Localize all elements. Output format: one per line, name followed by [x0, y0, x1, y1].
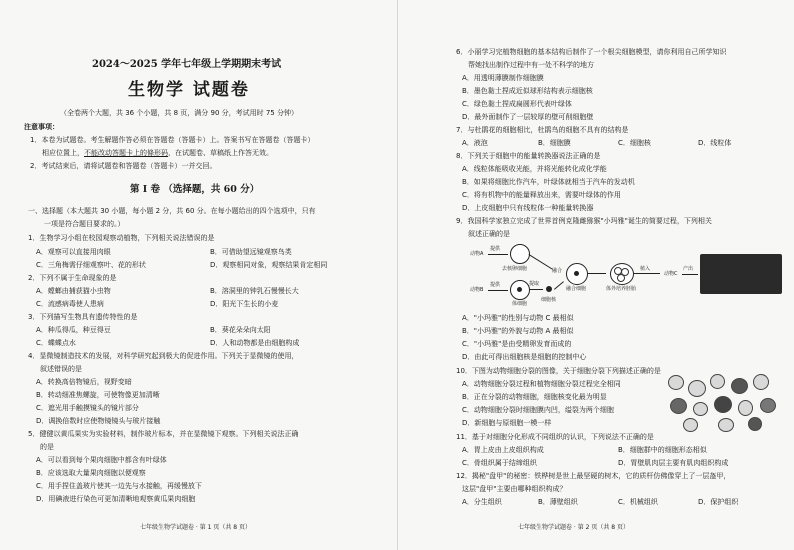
dividing-cell	[753, 374, 769, 390]
q2-option-c: C．流感病毒使人患病	[36, 300, 104, 308]
section-instruction: 一、选择题（本大题共 30 小题，每小题 2 分，共 60 分。在每小题给出的四个选项中，只有	[28, 207, 316, 215]
question-12-cont: 这层"盘甲"主要由哪种组织构成？	[462, 485, 567, 493]
notice-heading: 注意事项：	[24, 123, 59, 131]
q10-option-b: B．正在分裂的动物细胞，细胞核变化最为明显	[462, 393, 607, 401]
dividing-cell	[738, 400, 753, 416]
nucleus-dot	[546, 286, 552, 292]
q11-option-b: B．细胞群中的细胞形态相似	[618, 446, 707, 454]
q4-option-a: A．转换高倍物镜后，视野变暗	[36, 378, 132, 386]
part-title: 第 Ⅰ 卷 （选择题，共 60 分）	[130, 184, 260, 195]
question-4: 4．显微镜制造技术的发展，对科学研究起到极大的促进作用。下列关于显微镜的使用，	[28, 352, 299, 360]
q8-option-c: C．将有机物中的能量释放出来，需要叶绿体的作用	[462, 191, 621, 199]
q8-option-b: B．如果将细胞比作汽车，叶绿体就相当于汽车的发动机	[462, 178, 635, 186]
q2-option-b: B．溶洞里的钟乳石慢慢长大	[210, 287, 299, 295]
dividing-cell	[693, 402, 708, 416]
question-3: 3．下列描写生物具有遗传特性的是	[28, 313, 138, 321]
exam-title: 2024～2025 学年七年级上学期期末考试	[92, 59, 282, 70]
dividing-cell	[714, 396, 732, 413]
question-6-cont: 帮她找出制作过程中有一处不科学的地方	[468, 61, 594, 69]
q11-option-c: C．骨组织属于结缔组织	[462, 459, 537, 467]
q4-option-b: B．转动细准焦螺旋，可使物像更加清晰	[36, 391, 160, 399]
q9-option-b: B．"小玛雅"的外貌与动物 A 最相似	[462, 327, 574, 335]
section-instruction-cont: 一项是符合题目要求的。）	[44, 220, 125, 228]
label-embryo: 体外培养胚胎	[606, 286, 637, 292]
q3-option-c: C．蝶蝶点水	[36, 339, 76, 347]
q6-option-d: D．最外面制作了一层较厚的壁可削细胞壁	[462, 113, 594, 121]
q11-option-d: D．胃壁肌肉层主要有肌肉组织构成	[618, 459, 729, 467]
label-extract: 提取	[529, 281, 540, 287]
exam-page-2	[397, 0, 794, 550]
label-birth: 产出	[683, 266, 694, 272]
q8-option-a: A．线粒体能吸收光能，并将光能转化成化学能	[462, 165, 607, 173]
q6-option-c: C．绿色黏土捏成扁圆形代表叶绿体	[462, 100, 572, 108]
dividing-cell	[718, 418, 734, 432]
page-2-footer: 七年级生物学试题卷 · 第 2 页（共 8 页）	[518, 524, 629, 531]
q4-option-c: C．遮光用手触摸镜头的镜片部分	[36, 404, 139, 412]
dividing-cell	[670, 398, 687, 414]
q12-option-a: A．分生组织	[462, 498, 502, 506]
q1-option-c: C．三角梅需仔细观察叶、花的形状	[36, 261, 146, 269]
arrow-a-provide	[488, 254, 508, 255]
q12-option-c: C．机械组织	[618, 498, 658, 506]
question-9-cont: 叙述正确的是	[468, 230, 510, 238]
q12-option-d: D．保护组织	[698, 498, 739, 506]
arrow-birth	[682, 274, 698, 275]
dividing-cell	[683, 418, 698, 432]
page-1-footer: 七年级生物学试题卷 · 第 1 页（共 8 页）	[140, 524, 251, 531]
arrow-nucleus-to-fusion	[554, 281, 564, 289]
question-2: 2．下列不属于生命现象的是	[28, 274, 117, 282]
q3-option-d: D．人和动物都是由细胞构成	[210, 339, 300, 347]
q5-option-d: D．用碘液进行染色可更加清晰地观察黄瓜果肉细胞	[36, 495, 196, 503]
q2-option-a: A．螳螂由捕获猫小虫物	[36, 287, 111, 295]
label-donor-b: 动物B	[470, 287, 484, 293]
dividing-cell	[760, 398, 776, 413]
q9-option-c: C．"小玛雅"是由受精卵发育而成的	[462, 340, 572, 348]
dividing-cell	[688, 380, 706, 397]
question-12: 12．揭秘"盘甲"的秘密：铁桦树是世上最坚硬的树木，它的质杆仿佛像穿上了一层盔甲，	[456, 472, 731, 480]
question-5-cont: 的是	[40, 443, 54, 451]
label-donor-a: 动物A	[470, 251, 484, 257]
q8-option-d: D．上皮细胞中只有线粒体一种能量转换器	[462, 204, 594, 212]
q3-option-a: A．种瓜得瓜，种豆得豆	[36, 326, 111, 334]
label-provide-b: 提供	[490, 282, 501, 288]
arrow-implant	[634, 273, 660, 274]
q10-option-a: A．动物细胞分裂过程和植物细胞分裂过程完全相同	[462, 380, 621, 388]
notice-item-1: 1．本卷为试题卷。考生解题作答必须在答题卷（答题卡）上。答案书写在答题卷（答题卡）	[30, 136, 315, 144]
q6-option-a: A．用透明薄膜制作细胞膜	[462, 74, 544, 82]
q1-option-d: D．观察相同对象，观察结果肯定相同	[210, 261, 328, 269]
q2-option-d: D．阳光下生长的小麦	[210, 300, 279, 308]
somatic-cell	[510, 280, 530, 300]
dividing-cell	[731, 378, 748, 394]
q7-option-a: A．液泡	[462, 139, 488, 147]
arrow-egg-to-fusion	[528, 254, 552, 270]
label-somatic-cell: 体细胞	[512, 301, 528, 307]
q7-option-c: C．细胞核	[618, 139, 651, 147]
fused-cell	[566, 263, 588, 285]
q5-option-b: B．应该选取大量果肉细胞以便观察	[36, 469, 146, 477]
arrow-extract	[529, 289, 543, 290]
embryo-image	[610, 263, 634, 285]
subject-title: 生物学 试题卷	[128, 80, 250, 100]
label-provide-a: 提供	[490, 246, 501, 252]
dividing-cell	[710, 374, 725, 389]
q3-option-b: B．葵花朵朵向太阳	[210, 326, 271, 334]
q6-option-b: B．墨色黏土捏成近似球形结构表示细胞核	[462, 87, 593, 95]
question-9: 9．我国科学家独立完成了世界首例克隆雌猕猴"小玛雅"诞生的简要过程，下列相关	[456, 217, 712, 225]
question-4-cont: 叙述错误的是	[40, 365, 82, 373]
q11-option-a: A．胃上皮由上皮组织构成	[462, 446, 544, 454]
q7-option-b: B．细胞膜	[538, 139, 571, 147]
q9-option-a: A．"小玛雅"的性别与动物 C 最相似	[462, 314, 574, 322]
q10-option-d: D．新细胞与原细胞一模一样	[462, 419, 552, 427]
notice-item-1-cont: 相应位置上，不能改动答题卡上的條形码，在试题卷、草稿纸上作答无效。	[42, 149, 273, 157]
question-1: 1．生物学习小组在校园观察动植物，下列相关说法错误的是	[28, 234, 215, 242]
q1-option-b: B．可借助望远镜观察鸟类	[210, 248, 292, 256]
enucleated-egg-cell	[510, 244, 530, 264]
question-8: 8．下列关于细胞中的能量转换器说法正确的是	[456, 152, 601, 160]
label-implant: 植入	[640, 266, 651, 272]
label-fusion: 融合	[552, 268, 563, 274]
question-10: 10．下图为动物细胞分裂的图像，关于细胞分裂下列描述正确的是	[456, 367, 661, 375]
question-6: 6．小丽学习完植物细胞的基本结构后制作了一个根尖细胞模型，请你利用自己所学知识	[456, 48, 727, 56]
exam-info: （全卷两个大题，共 36 个小题，共 8 页，满分 90 分，考试用时 75 分钟）	[60, 109, 298, 117]
arrow-b-provide	[488, 290, 508, 291]
q4-option-d: D．调换倍数时应使物镜镜头与玻片接触	[36, 417, 161, 425]
label-enucleated-egg: 去核卵细胞	[502, 266, 528, 272]
q12-option-b: B．薄壁组织	[538, 498, 578, 506]
q10-option-c: C．动物细胞分裂时细胞膜内凹，缢裂为两个细胞	[462, 406, 614, 414]
question-5: 5．健健以黄瓜果实为实验材料，制作玻片标本，并在显微镜下观察。下列相关说法正确	[28, 430, 299, 438]
q1-option-a: A．观察可以直接用肉眼	[36, 248, 111, 256]
question-7: 7．与杜鹃花的细胞相比，杜鹃鸟的细胞不具有的结构是	[456, 126, 629, 134]
q7-option-d: D．线粒体	[698, 139, 732, 147]
monkey-photo	[700, 254, 782, 294]
label-surrogate: 动物C	[664, 271, 678, 277]
q5-option-a: A．可以看到每个果肉细胞中都含有叶绿体	[36, 456, 167, 464]
dividing-cell	[748, 417, 762, 431]
q5-option-c: C．用手捏住盖玻片使其一边先与水接触，再缓慢放下	[36, 482, 202, 490]
label-fused-cell: 融合细胞	[566, 286, 587, 292]
question-11: 11．基于对细胞分化形成不同组织的认识，下列说法不正确的是	[456, 433, 654, 441]
notice-item-2: 2．考试结束后，请将试题卷和答题卷（答题卡）一并交回。	[30, 162, 217, 170]
q9-option-d: D．由此可得出细胞核是细胞的控制中心	[462, 353, 587, 361]
dividing-cell	[668, 375, 684, 390]
arrow-to-culture	[588, 273, 606, 274]
label-nucleus: 细胞核	[541, 297, 557, 303]
